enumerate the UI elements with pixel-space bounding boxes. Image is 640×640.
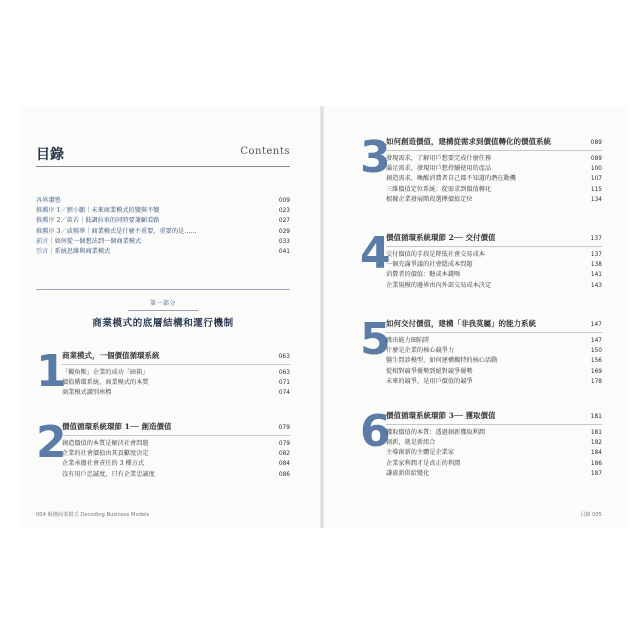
page-number: 150 [590, 348, 602, 355]
section-divider [36, 289, 290, 290]
page-number: 134 [590, 196, 602, 203]
page-number: 074 [278, 390, 290, 397]
front-matter-text: 低調拉車的同時要兼顧看路 [85, 217, 160, 225]
page-number: 107 [590, 176, 602, 183]
section-title: 獲取價值的本質：透過創新獲取利潤 [386, 429, 485, 436]
chapter-number: 1 [36, 346, 67, 397]
chapter-title: 價值循環系統環節 2── 交付價值 [386, 233, 496, 242]
chapter-number: 6 [360, 406, 391, 457]
section-title: 滿足需求，發現用戶想持續使用的產品 [386, 165, 492, 173]
front-matter-text: 如何從一個想法到一個商業模式 [54, 237, 142, 245]
section-item[interactable] [386, 438, 602, 448]
page-number: 138 [590, 262, 602, 269]
front-matter-item[interactable]: 前言｜如何從一個想法到一個商業模式 033 [36, 237, 290, 247]
chapter-title: 價值循環系統環節 1── 創造價值 [62, 422, 172, 431]
chapter-6 [360, 406, 602, 492]
front-matter-item[interactable]: 推薦序 2／黃若｜低調拉車的同時要兼顧看路 027 [36, 216, 290, 226]
section-title: 沒有用戶忠誠度，只有企業忠誠度 [62, 470, 155, 478]
page-number: 181 [590, 430, 602, 436]
toc-subtitle: Contents [240, 146, 290, 157]
section-title: 根據企業發展階段選擇價值定位 [386, 195, 473, 203]
section-item[interactable] [62, 378, 290, 388]
part-label-rule [128, 310, 198, 311]
page-number: 182 [590, 440, 602, 447]
section-item[interactable] [62, 459, 290, 469]
page-number: 079 [278, 441, 290, 447]
page-number: 147 [590, 321, 602, 328]
page-number: 029 [278, 228, 290, 235]
section-item[interactable] [386, 260, 602, 270]
section-title: 跳出能力圈陷阱 [386, 337, 430, 344]
section-item[interactable] [386, 428, 602, 438]
chapter-title-row[interactable] [386, 136, 602, 148]
front-matter-label: 推薦序 1／劉小鵬 [36, 207, 86, 215]
front-matter-text: 未來商業模式的變與不變 [91, 207, 160, 215]
section-title: 交付價值的手段是降低社會交易成本 [386, 251, 485, 258]
chapter-rule [62, 364, 290, 365]
section-item[interactable] [62, 439, 290, 449]
chapter-number: 2 [36, 417, 67, 468]
section-title: 創造價值的本質是解決社會問題 [62, 440, 149, 447]
section-title: 什麼是企業的核心競爭力 [386, 347, 455, 355]
page-number: 079 [278, 424, 290, 431]
front-matter-item[interactable] [36, 196, 290, 206]
section-item[interactable] [386, 367, 602, 377]
chapter-title-row[interactable] [386, 318, 602, 330]
page-number: 071 [278, 380, 290, 387]
section-item[interactable] [386, 154, 602, 164]
chapter-number: 3 [360, 132, 391, 183]
part-heading [36, 298, 290, 329]
chapter-rule [386, 424, 602, 425]
page-footer: 目錄 005 [580, 512, 602, 518]
section-title: 一個充滿爭議的社會隱成本問題 [386, 261, 473, 269]
page-number: 137 [590, 252, 602, 258]
page-number: 082 [278, 451, 290, 458]
page-number: 141 [590, 272, 602, 279]
page-number: 041 [278, 249, 290, 256]
chapter-rule [386, 332, 602, 333]
page-number: 100 [590, 166, 602, 173]
front-matter-label: 各界讚譽 [36, 197, 61, 204]
front-matter-label: 推薦序 2／黃若 [36, 217, 80, 225]
front-matter-item[interactable]: 引言｜系統思維與商業模式 041 [36, 247, 290, 257]
page-number: 186 [590, 460, 602, 467]
front-matter-label: 推薦序 3／戚暢華 [36, 227, 86, 235]
section-item[interactable] [386, 336, 602, 346]
chapter-title: 商業模式，一個價值循環系統 [62, 351, 160, 360]
page-number: 137 [590, 235, 602, 242]
chapter-rule [386, 246, 602, 247]
section-title: 發現需求，了解用戶想要完成什麼任務 [386, 155, 492, 162]
section-item[interactable] [386, 164, 602, 174]
page-number: 089 [590, 139, 602, 146]
title-divider [36, 166, 290, 167]
chapter-title: 如何交付價值，建構「非我莫屬」的能力系統 [386, 319, 536, 328]
page-number: 143 [590, 282, 602, 289]
page-number: 027 [278, 218, 290, 225]
book-spread [20, 106, 628, 528]
front-matter-text: 商業模式是什麼不重要，重要的是…… [91, 227, 197, 235]
section-item[interactable] [62, 470, 290, 480]
section-item[interactable] [386, 185, 602, 195]
chapter-title-row[interactable] [62, 350, 290, 362]
page-number: 023 [278, 208, 290, 215]
section-title: 主導創新的主體是企業家 [386, 449, 455, 457]
page-number: 084 [278, 461, 290, 468]
section-title: 謙虛新供給變化 [386, 469, 430, 477]
part-label: 第一部分 [149, 300, 176, 307]
chapter-title-row[interactable] [386, 232, 602, 244]
page-number: 086 [278, 471, 290, 478]
section-title: 「獨角獸」企業的成功「暗箱」 [62, 369, 149, 376]
left-page [20, 106, 320, 528]
page-number: 184 [590, 450, 602, 457]
section-item[interactable] [386, 195, 602, 205]
part-title: 商業模式的底層結構和運行機制 [92, 318, 234, 329]
right-page [324, 106, 624, 528]
front-matter-text: 系統思維與商業模式 [54, 248, 111, 256]
section-item[interactable] [386, 469, 602, 479]
section-item[interactable] [386, 377, 602, 387]
section-item[interactable] [386, 459, 602, 469]
chapter-rule [386, 150, 602, 151]
front-matter-item[interactable]: 推薦序 3／戚暢華｜商業模式是什麼不重要，重要的是…… 029 [36, 227, 290, 237]
chapter-title-row[interactable] [62, 421, 290, 433]
front-matter-list [36, 196, 290, 257]
section-item[interactable] [386, 174, 602, 184]
front-matter-item[interactable]: 推薦序 1／劉小鵬｜未來商業模式的變與不變 023 [36, 206, 290, 216]
section-title: 醫生問診模型，如何建構獨特的核心活動 [386, 357, 498, 365]
front-matter-label: 引言 [36, 248, 49, 256]
section-item[interactable] [62, 368, 290, 378]
section-title: 企業的社會價值由其貢獻度決定 [62, 450, 149, 458]
chapter-2 [36, 417, 290, 491]
page-number: 115 [590, 186, 602, 193]
section-title: 企業家利潤才是真正的利潤 [386, 459, 461, 467]
section-title: 創新，就是新組合 [386, 439, 436, 447]
section-item[interactable] [386, 356, 602, 366]
page-number: 181 [590, 413, 602, 420]
front-matter-label: 前言 [36, 237, 49, 245]
chapter-3 [360, 132, 602, 218]
chapter-title: 如何創造價值，建構從需求到價值轉化的價值系統 [386, 137, 551, 146]
page-number: 156 [590, 358, 602, 365]
section-item[interactable] [62, 449, 290, 459]
section-item[interactable] [386, 270, 602, 280]
page-number: 147 [590, 338, 602, 344]
section-item[interactable] [386, 448, 602, 458]
chapter-number: 5 [360, 314, 391, 365]
section-item[interactable] [386, 281, 602, 291]
page-number: 063 [278, 370, 290, 376]
section-item[interactable] [386, 346, 602, 356]
chapter-number: 4 [360, 228, 391, 279]
page-number: 178 [590, 378, 602, 385]
section-title: 三維價值定位系統：從需求到價值轉化 [386, 185, 492, 193]
section-title: 企業規模的邊界由內外部交易成本決定 [386, 281, 492, 289]
section-item[interactable] [62, 388, 290, 398]
page-footer: 004 解構商業模式 Decoding Business Models [36, 512, 150, 518]
toc-title: 目錄 [36, 147, 64, 163]
section-title: 創造需求，喚醒消費者自己都不知道的潛在動機 [386, 175, 516, 183]
chapter-rule [62, 435, 290, 436]
section-title: 消費者的價值：糖或本錢嗎 [386, 271, 461, 279]
chapter-title-row[interactable] [386, 410, 602, 422]
page-number: 089 [590, 156, 602, 162]
chapter-5 [360, 314, 602, 400]
page-number: 009 [278, 198, 290, 204]
page-number: 187 [590, 470, 602, 477]
section-title: 價值循環系統，商業模式的本質 [62, 379, 149, 387]
section-title: 企業承擔社會責任的 3 種方式 [62, 460, 145, 468]
page-number: 033 [278, 238, 290, 245]
chapter-1 [36, 346, 290, 410]
page-number: 169 [590, 368, 602, 375]
page-number: 063 [278, 353, 290, 360]
chapter-title: 價值循環系統環節 3── 獲取價值 [386, 411, 496, 420]
section-title: 商業模式識別座標 [62, 389, 112, 397]
section-title: 從相對競爭優勢到絕對競爭優勢 [386, 367, 473, 375]
section-item[interactable] [386, 250, 602, 260]
section-title: 未來的競爭，是用戶價值的競爭 [386, 377, 473, 385]
chapter-4 [360, 228, 602, 302]
